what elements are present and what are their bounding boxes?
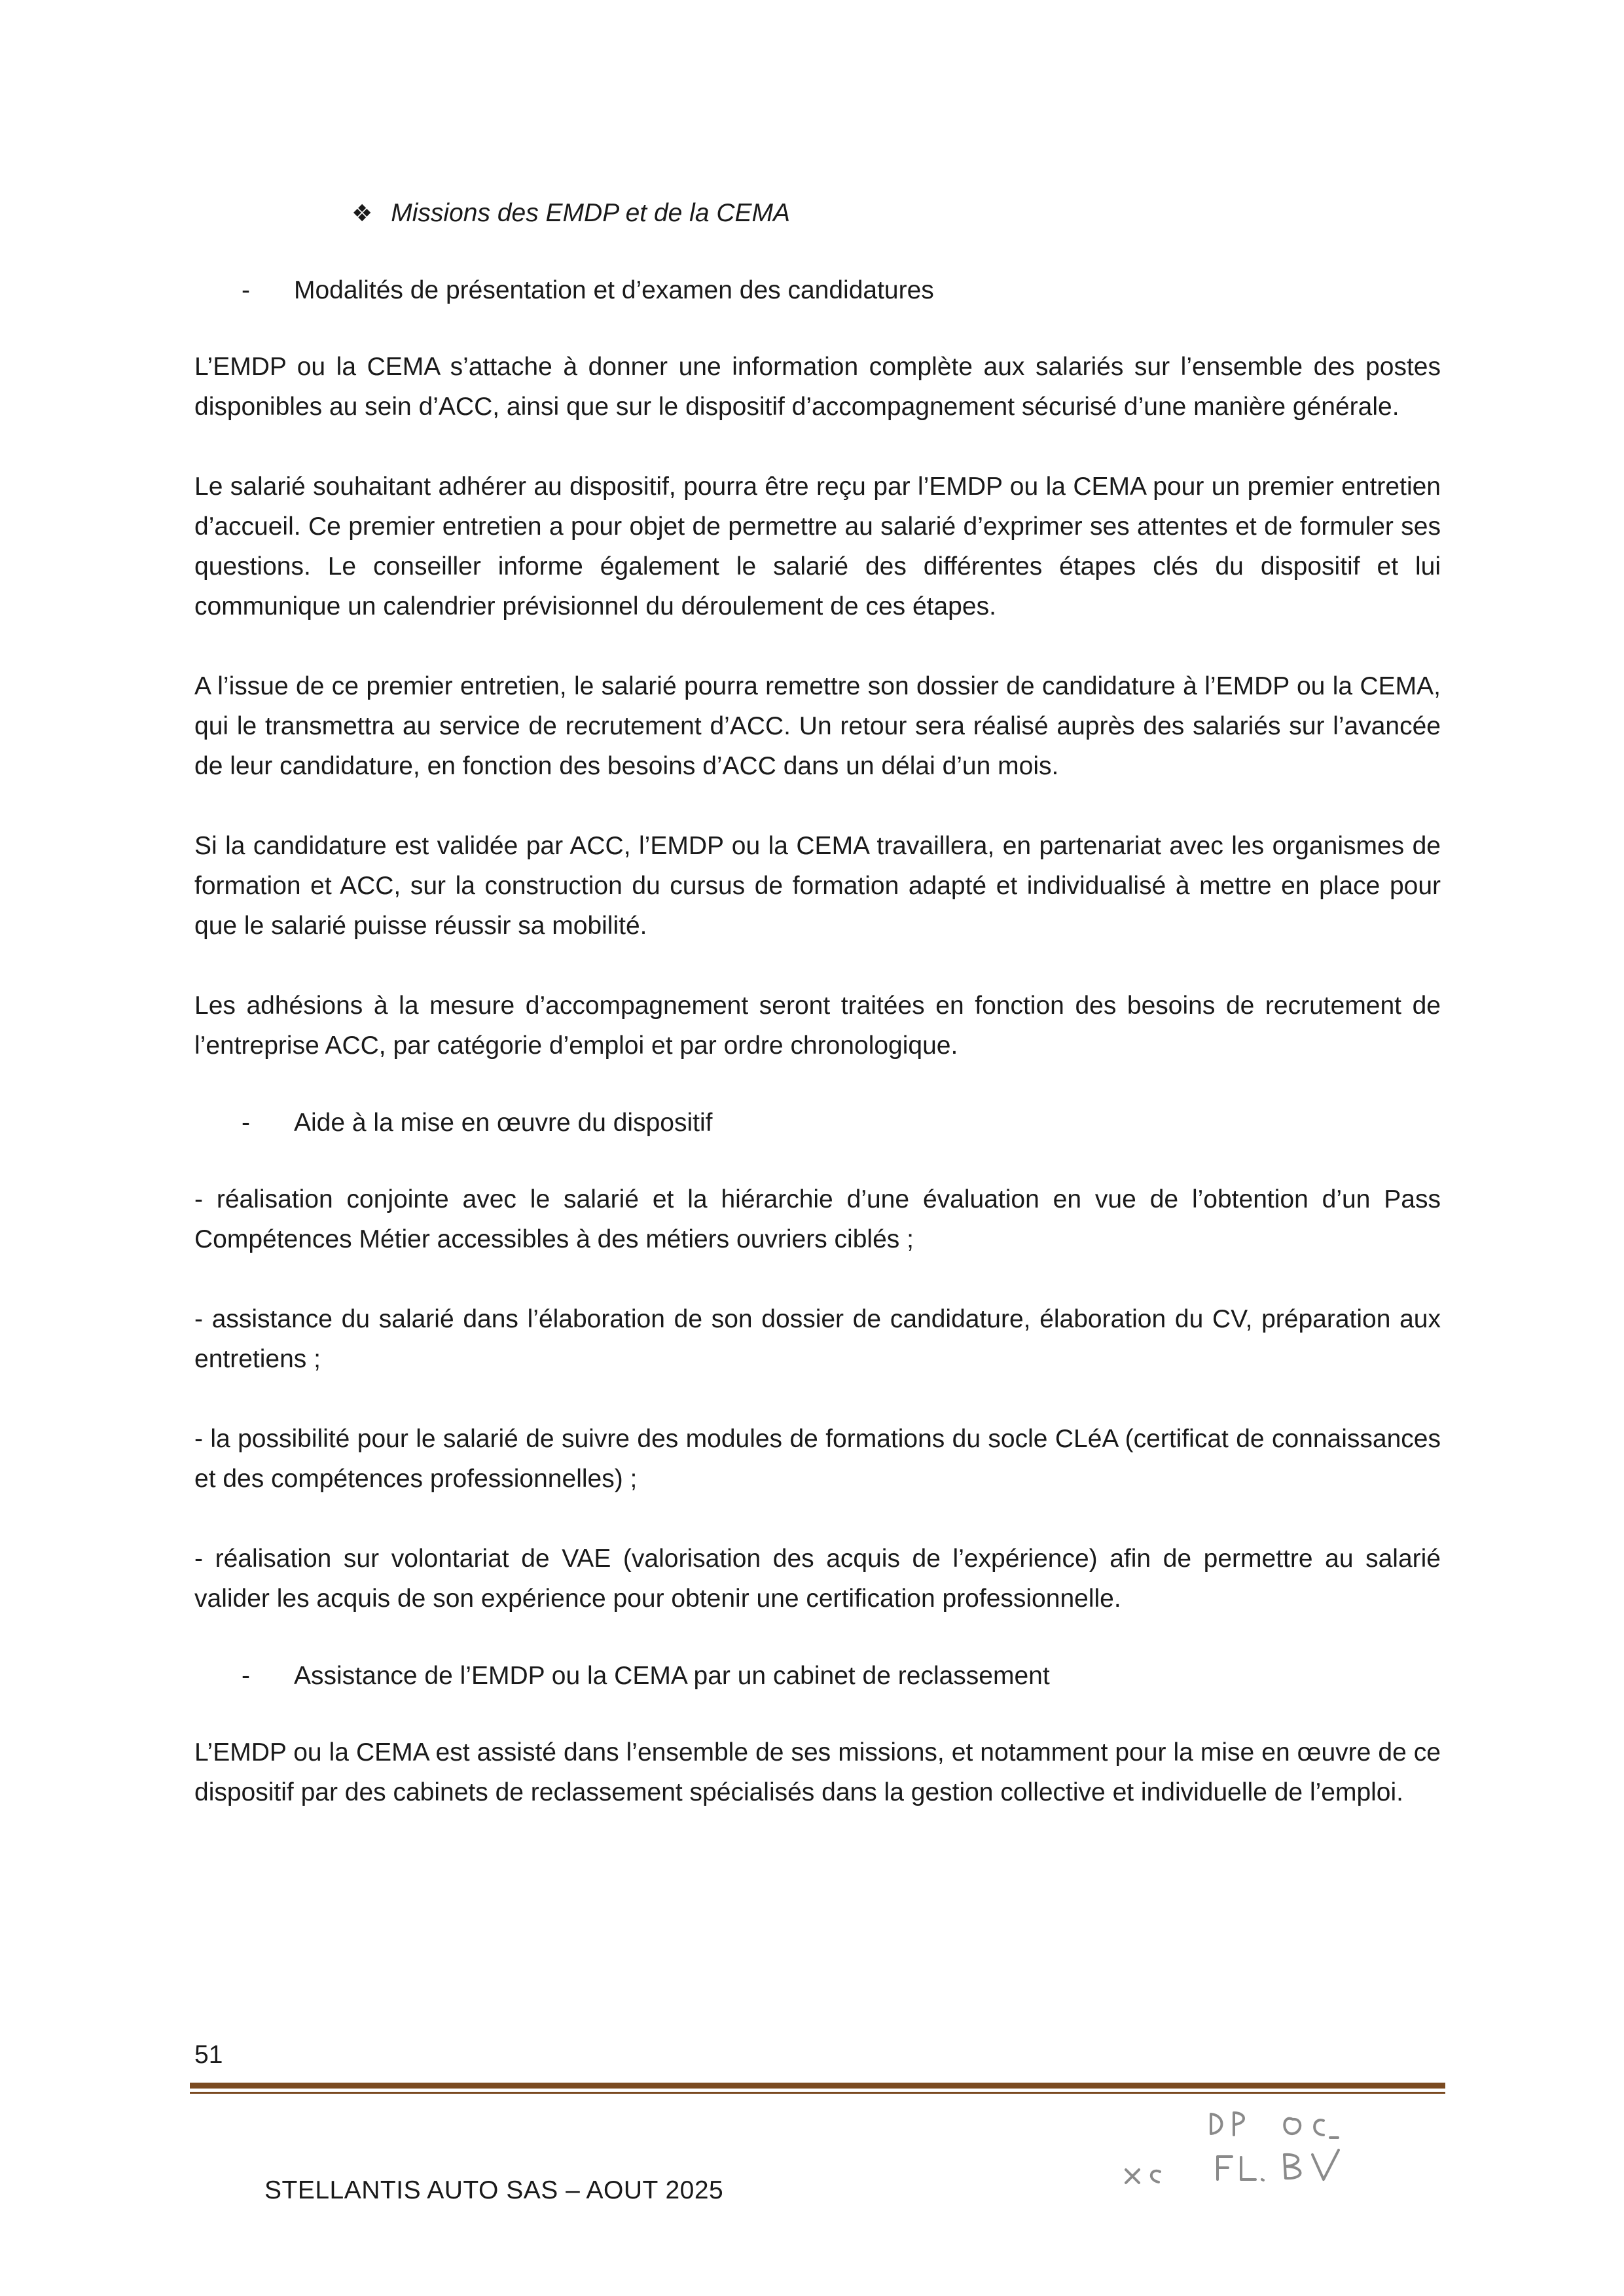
footer-rule-thin — [190, 2092, 1445, 2094]
paragraph: A l’issue de ce premier entretien, le salarié pourra remettre son dossier de candidature à l’EMDP ou la CEMA, qui le transmettra au service de recrutement d’ACC. Un retour sera réalisé auprès des salariés sur l’avancée de leur candidature, en fonction des besoins d’ACC dans un délai d’un mois. — [194, 672, 1441, 780]
section-heading-text: Aide à la mise en œuvre du dispositif — [294, 1109, 713, 1137]
footer-rule — [190, 2083, 1445, 2089]
paragraph: L’EMDP ou la CEMA s’attache à donner une information complète aux salariés sur l’ensemble des postes disponibles au sein d’ACC, ainsi que sur le dispositif d’accompagnement sécurisé d’une manière générale. — [194, 353, 1441, 421]
subsection-title-text: Missions des EMDP et de la CEMA — [391, 199, 791, 227]
subsection-title — [352, 190, 1441, 237]
list-paragraph: - la possibilité pour le salarié de suivre des modules de formations du socle CLéA (certificat de connaissances et des compétences professionnelles) ; — [194, 1425, 1441, 1493]
paragraph: Les adhésions à la mesure d’accompagnement seront traitées en fonction des besoins de recrutement de l’entreprise ACC, par catégorie d’emploi et par ordre chronologique. — [194, 992, 1441, 1060]
section-heading — [242, 1657, 1441, 1696]
diamond-bullet-icon: ❖ — [352, 200, 373, 226]
list-paragraph: - assistance du salarié dans l’élaboration de son dossier de candidature, élaboration du CV, préparation aux entretiens ; — [194, 1305, 1441, 1373]
heading-dash: - — [242, 276, 250, 304]
heading-dash: - — [242, 1662, 250, 1690]
page-number: 51 — [194, 2041, 223, 2069]
heading-dash: - — [242, 1109, 250, 1137]
section-heading-text: Assistance de l’EMDP ou la CEMA par un cabinet de reclassement — [294, 1662, 1050, 1690]
list-paragraph: - réalisation conjointe avec le salarié et la hiérarchie d’une évaluation en vue de l’obtention d’un Pass Compétences Métier accessibles à des métiers ouvriers ciblés ; — [194, 1185, 1441, 1253]
footer-company: STELLANTIS AUTO SAS – AOUT 2025 — [264, 2176, 724, 2204]
handwritten-initials — [1113, 2094, 1388, 2193]
list-paragraph: - réalisation sur volontariat de VAE (valorisation des acquis de l’expérience) afin de permettre au salarié valider les acquis de son expérience pour obtenir une certification professionnelle. — [194, 1545, 1441, 1613]
paragraph: L’EMDP ou la CEMA est assisté dans l’ensemble de ses missions, et notamment pour la mise en œuvre de ce dispositif par des cabinets de reclassement spécialisés dans la gestion collective et individuelle de l’emploi. — [194, 1738, 1441, 1806]
section-heading — [242, 271, 1441, 310]
paragraph: Le salarié souhaitant adhérer au dispositif, pourra être reçu par l’EMDP ou la CEMA pour un premier entretien d’accueil. Ce premier entretien a pour objet de permettre au salarié d’exprimer ses attentes et de formuler ses questions. Le conseiller informe également le salarié des différentes étapes clés du dispositif et lui communique un calendrier prévisionnel du déroulement de ces étapes. — [194, 473, 1441, 620]
page-content — [194, 190, 1441, 1852]
paragraph: Si la candidature est validée par ACC, l’EMDP ou la CEMA travaillera, en partenariat avec les organismes de formation et ACC, sur la construction du cursus de formation adapté et individualisé à mettre en place pour que le salarié puisse réussir sa mobilité. — [194, 832, 1441, 940]
section-heading-text: Modalités de présentation et d’examen des candidatures — [294, 276, 934, 304]
section-heading — [242, 1103, 1441, 1143]
